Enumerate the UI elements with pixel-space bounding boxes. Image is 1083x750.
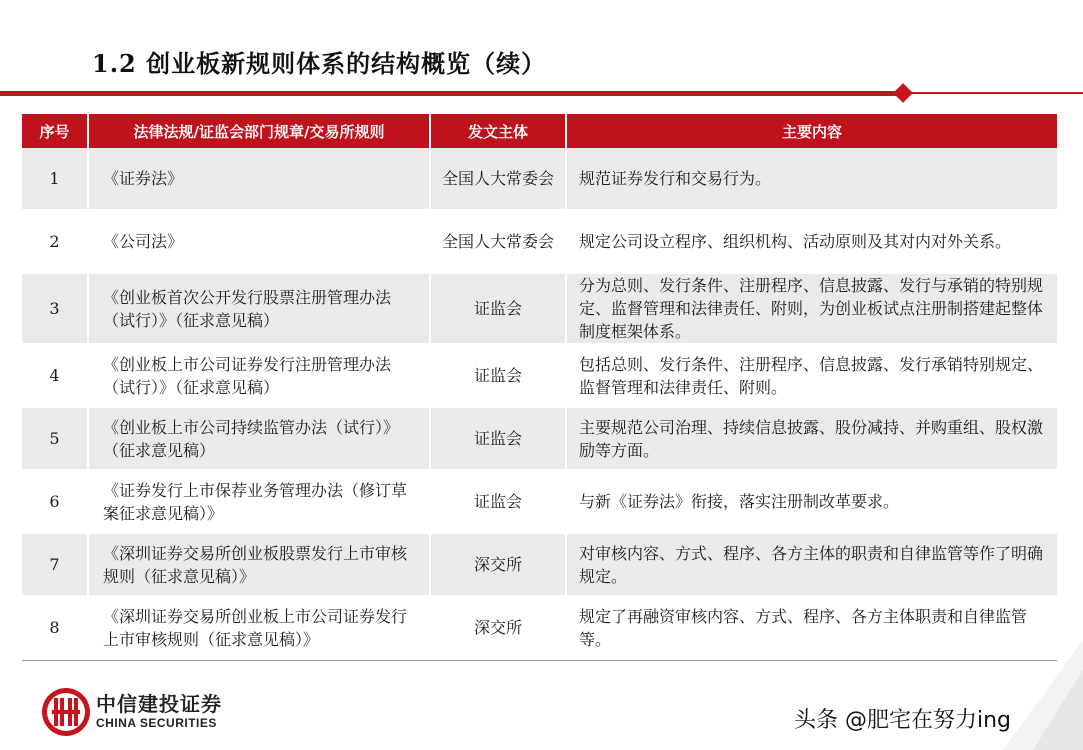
footer-divider xyxy=(22,660,1057,661)
header-content: 主要内容 xyxy=(566,114,1057,148)
row-issuer: 深交所 xyxy=(430,596,566,659)
row-issuer: 深交所 xyxy=(430,533,566,596)
row-law: 《深圳证券交易所创业板股票发行上市审核规则（征求意见稿）》 xyxy=(88,533,430,596)
row-issuer: 全国人大常委会 xyxy=(430,148,566,210)
table-row xyxy=(22,596,1057,659)
row-issuer: 全国人大常委会 xyxy=(430,210,566,273)
row-content: 包括总则、发行条件、注册程序、信息披露、发行承销特别规定、监督管理和法律责任、附则。 xyxy=(566,344,1057,407)
row-law: 《创业板首次公开发行股票注册管理办法（试行）》（征求意见稿） xyxy=(88,273,430,344)
row-law: 《证券发行上市保荐业务管理办法（修订草案征求意见稿）》 xyxy=(88,470,430,533)
china-securities-logo-icon xyxy=(40,686,92,738)
table-row xyxy=(22,344,1057,407)
row-law: 《创业板上市公司持续监管办法（试行）》（征求意见稿） xyxy=(88,407,430,470)
table-row xyxy=(22,470,1057,533)
logo-text-en: CHINA SECURITIES xyxy=(96,716,217,730)
row-num: 7 xyxy=(22,533,88,596)
title-rule xyxy=(0,91,905,96)
table-header-row xyxy=(22,114,1057,148)
watermark-text: 头条 @肥宅在努力ing xyxy=(794,708,1012,733)
row-num: 8 xyxy=(22,596,88,659)
row-num: 1 xyxy=(22,148,88,210)
table-row xyxy=(22,533,1057,596)
row-content: 与新《证券法》衔接，落实注册制改革要求。 xyxy=(566,470,1057,533)
row-issuer: 证监会 xyxy=(430,470,566,533)
row-content: 规范证券发行和交易行为。 xyxy=(566,148,1057,210)
table-row xyxy=(22,148,1057,210)
row-num: 4 xyxy=(22,344,88,407)
table-row xyxy=(22,407,1057,470)
row-content: 对审核内容、方式、程序、各方主体的职责和自律监管等作了明确规定。 xyxy=(566,533,1057,596)
row-num: 6 xyxy=(22,470,88,533)
table-row xyxy=(22,273,1057,344)
row-content: 分为总则、发行条件、注册程序、信息披露、发行与承销的特别规定、监督管理和法律责任、附则，为创业板试点注册制搭建起整体制度框架体系。 xyxy=(566,273,1057,344)
logo-text-cn: 中信建投证券 xyxy=(96,692,222,716)
rules-table xyxy=(22,114,1057,660)
header-num: 序号 xyxy=(22,114,88,148)
row-law: 《创业板上市公司证券发行注册管理办法（试行）》（征求意见稿） xyxy=(88,344,430,407)
corner-decoration xyxy=(1003,640,1083,750)
row-law: 《证券法》 xyxy=(88,148,430,210)
row-issuer: 证监会 xyxy=(430,407,566,470)
row-num: 3 xyxy=(22,273,88,344)
header-issuer: 发文主体 xyxy=(430,114,566,148)
page-title: 1.2 创业板新规则体系的结构概览（续） xyxy=(92,49,547,78)
row-issuer: 证监会 xyxy=(430,344,566,407)
row-law: 《公司法》 xyxy=(88,210,430,273)
row-content: 规定公司设立程序、组织机构、活动原则及其对内对外关系。 xyxy=(566,210,1057,273)
row-law: 《深圳证券交易所创业板上市公司证券发行上市审核规则（征求意见稿）》 xyxy=(88,596,430,659)
header-law: 法律法规/证监会部门规章/交易所规则 xyxy=(88,114,430,148)
row-issuer: 证监会 xyxy=(430,273,566,344)
row-num: 5 xyxy=(22,407,88,470)
row-content: 主要规范公司治理、持续信息披露、股份减持、并购重组、股权激励等方面。 xyxy=(566,407,1057,470)
row-num: 2 xyxy=(22,210,88,273)
row-content: 规定了再融资审核内容、方式、程序、各方主体职责和自律监管等。 xyxy=(566,596,1057,659)
title-rule-thin xyxy=(908,92,1083,94)
table-row xyxy=(22,210,1057,273)
